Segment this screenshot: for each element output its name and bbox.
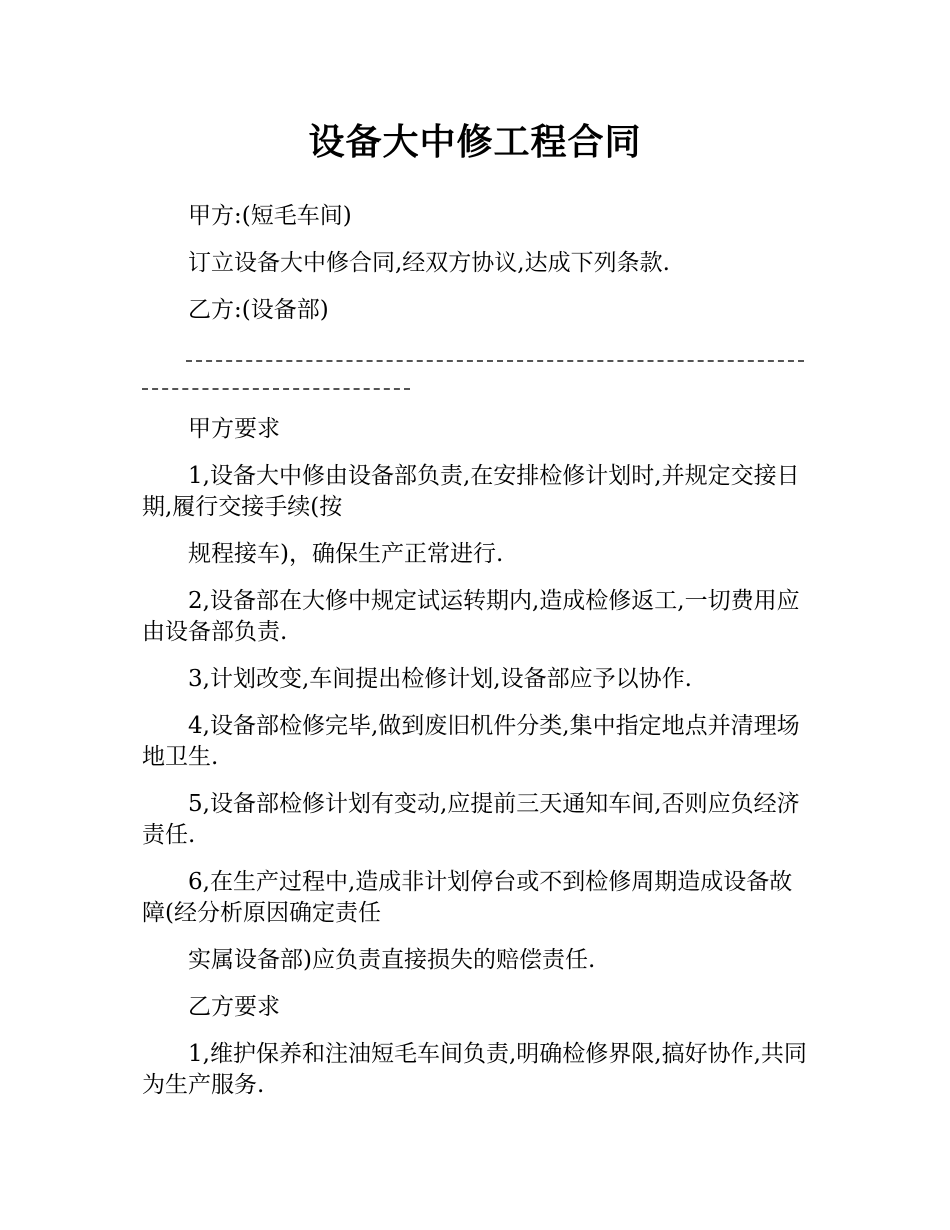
clause-b1: 1,维护保养和注油短毛车间负责,明确检修界限,搞好协作,共同为生产服务. [142,1041,807,1098]
dashed-separator [142,342,810,400]
clause-a4: 4,设备部检修完毕,做到废旧机件分类,集中指定地点并清理场地卫生. [142,713,800,770]
section-b-heading: 乙方要求 [188,994,280,1020]
dashed-rule-line [186,360,804,362]
party-a-line: 甲方:(短毛车间) [188,203,352,229]
section-a-heading: 甲方要求 [188,416,280,442]
clause-a2: 2,设备部在大修中规定试运转期内,造成检修返工,一切费用应由设备部负责. [142,588,800,645]
clause-a1-continued: 规程接车)，确保生产正常进行. [188,541,504,567]
clause-a6-continued: 实属设备部)应负责直接损失的赔偿责任. [188,947,596,973]
clause-a5: 5,设备部检修计划有变动,应提前三天通知车间,否则应负经济责任. [142,791,800,848]
dashed-rule-line [142,388,410,390]
intro-paragraph: 订立设备大中修合同,经双方协议,达成下列条款. [188,250,670,276]
clause-a6: 6,在生产过程中,造成非计划停台或不到检修周期造成设备故障(经分析原因确定责任 [142,869,793,926]
clause-a3: 3,计划改变,车间提出检修计划,设备部应予以协作. [188,666,692,692]
clause-a1: 1,设备大中修由设备部负责,在安排检修计划时,并规定交接日期,履行交接手续(按 [142,463,800,520]
document-title: 设备大中修工程合同 [308,122,642,163]
document-body [142,201,810,1117]
party-b-line: 乙方:(设备部) [188,297,329,323]
